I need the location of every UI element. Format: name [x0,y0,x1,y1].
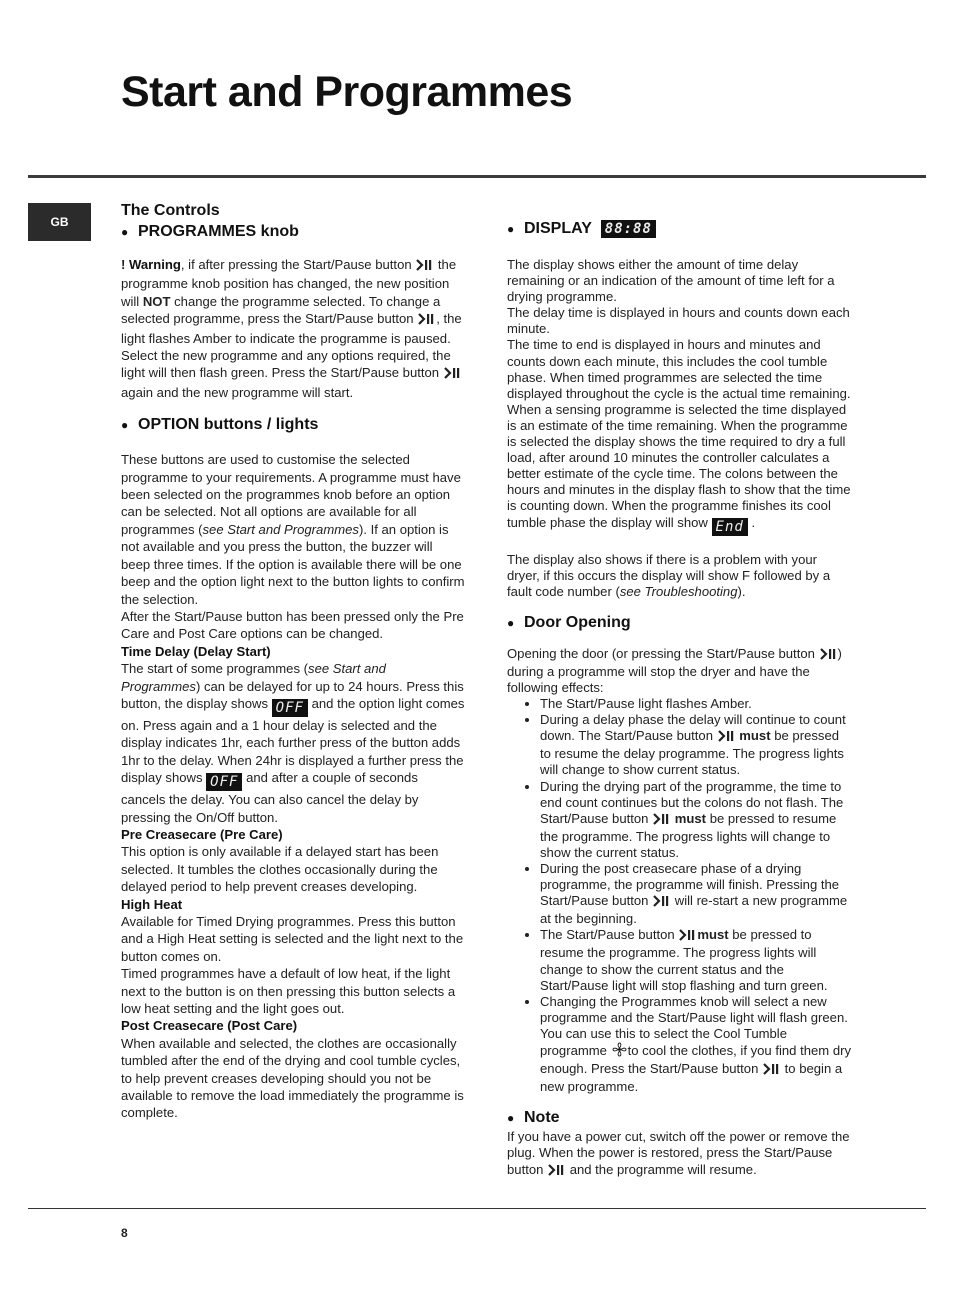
start-pause-icon [653,895,670,911]
time-delay-heading: Time Delay (Delay Start) [121,643,271,659]
lcd-end-display: End [712,518,748,536]
start-pause-icon [444,366,461,383]
options-paragraph: These buttons are used to customise the selected programme to your requirements. A programme must have been selected on the programmes knob before an option can be selected. Not all options are available for all programmes (see Start and Programmes). If an option is not available and you press the button, the buzzer will beep three times. If the option is available there will be one beep and the option light next to the button lights to confirm the selection. [121,452,465,607]
display-paragraph-3: The time to end is displayed in hours and minutes and counts down each minute, this includes the cool tumble phase. When timed programmes are selected the time displayed throughout the cycle is the actual time remaining. [507,337,851,401]
start-pause-icon [548,1164,565,1180]
list-item: • The Start/Pause light flashes Amber. [540,696,853,712]
list-item: • During the post creasecare phase of a drying programme, the programme will finish. Pressing the Start/Pause button will re-start a new programme at the beginning. [540,861,853,927]
language-tab: GB [28,203,91,241]
warning-paragraph: ! Warning, if after pressing the Start/Pause button the programme knob position has changed, the new position will NOT change the programme selected. To change a selected programme, press the Start/Pause button , the light flashes Amber to indicate the programme is paused. Select the new programme and any options required, the light will then flash green. Press the Start/Pause button again and the new programme will start. [121,257,462,400]
start-pause-icon [653,813,670,829]
fan-icon [612,1042,627,1061]
pre-care-heading: Pre Creasecare (Pre Care) [121,826,283,842]
page-title: Start and Programmes [121,68,573,116]
note-paragraph: If you have a power cut, switch off the power or remove the plug. When the power is restored, press the Start/Pause button and the programme will resume. [507,1129,853,1179]
door-paragraph: Opening the door (or pressing the Start/Pause button ) during a programme will stop the dryer and have the following effects: [507,645,842,695]
lcd-off-display: OFF [272,699,308,717]
high-heat-paragraph: Available for Timed Drying programmes. Press this button and a High Heat setting is selected and the light next to the button comes on. [121,914,464,964]
door-opening-heading: ● Door Opening [507,613,631,631]
top-divider [28,175,926,178]
list-item: • The Start/Pause button must be pressed to resume the programme. The progress lights will change to show the current status and the Start/Pause light will stop flashing and turn green. [540,927,853,993]
note-heading: ● Note [507,1109,560,1127]
list-item: • During the drying part of the programme, the time to end count continues but the colons do not flash. The Start/Pause button must be pressed to resume the programme. The progress lights will change to show the current status. [540,779,853,861]
options-paragraph-2: After the Start/Pause button has been pressed only the Pre Care and Post Care options can be changed. [121,608,464,642]
start-pause-icon [820,648,837,664]
lcd-off-display: OFF [206,773,242,791]
display-paragraph-4: When a sensing programme is selected the time displayed is an estimate of the time remaining. When the programme is selected the display shows the time required to dry a full load, after around 10 minutes the controller calculates a better estimate of the cycle time. The colons between the hours and minutes in the display flash to show that the time is counting down. When the programme finishes its cool tumble phase the display will show End . [507,401,851,535]
display-paragraph-2: The delay time is displayed in hours and counts down each minute. [507,305,850,337]
door-effects-list [507,696,853,1095]
post-care-heading: Post Creasecare (Post Care) [121,1018,298,1034]
lcd-clock-display: 88:88 [601,220,656,238]
post-care-paragraph: When available and selected, the clothes are occasionally tumbled after the end of the drying and cool tumble cycles, to help prevent creases developing should you not be available to remove the load immediately the programme is complete. [121,1035,464,1121]
high-heat-paragraph-2: Timed programmes have a default of low heat, if the light next to the button is on then pressing this button selects a low heat setting and the light goes out. [121,966,456,1017]
list-item: • During a delay phase the delay will continue to count down. The Start/Pause button must be pressed to resume the delay programme. The progress lights will change to show current status. [540,712,853,778]
programmes-knob-heading: ● PROGRAMMES knob [121,223,299,240]
display-heading: ● DISPLAY 88:88 [507,218,853,240]
display-paragraph-1: The display shows either the amount of time delay remaining or an indication of the amount of time left for a drying programme. [507,257,835,305]
start-pause-icon [763,1063,780,1079]
bottom-divider [28,1208,926,1209]
high-heat-heading: High Heat [121,896,183,912]
start-pause-icon [679,929,696,945]
start-pause-icon [718,730,735,746]
start-pause-icon [416,258,433,275]
controls-heading: The Controls [121,202,220,219]
start-pause-icon [418,312,435,329]
pre-care-paragraph: This option is only available if a delayed start has been selected. It tumbles the clothes occasionally during the delayed period to help prevent creases developing. [121,844,439,895]
list-item: • Changing the Programmes knob will select a new programme and the Start/Pause light will flash green. You can use this to select the Cool Tumble programme to cool the clothes, if you find them dry enough. Press the Start/Pause button to begin a new programme. [540,994,853,1096]
display-paragraph-5: The display also shows if there is a problem with your dryer, if this occurs the display will show F followed by a fault code number (see Troubleshooting). [507,551,831,599]
warning-icon: ! [121,257,126,272]
page-number: 8 [121,1226,128,1240]
option-buttons-heading: ● OPTION buttons / lights [121,416,319,434]
time-delay-paragraph: The start of some programmes (see Start and Programmes) can be delayed for up to 24 hours. Press this button, the display shows OFF and the option light comes on. Press again and a 1 hour delay is selected and the display indicates 1hr, each further press of the button adds 1hr to the delay. When 24hr is displayed a further press the display shows OFF and after a couple of seconds cancels the delay. You can also cancel the delay by pressing the On/Off button. [121,661,465,825]
left-column [121,200,465,1122]
right-column [507,218,853,1180]
